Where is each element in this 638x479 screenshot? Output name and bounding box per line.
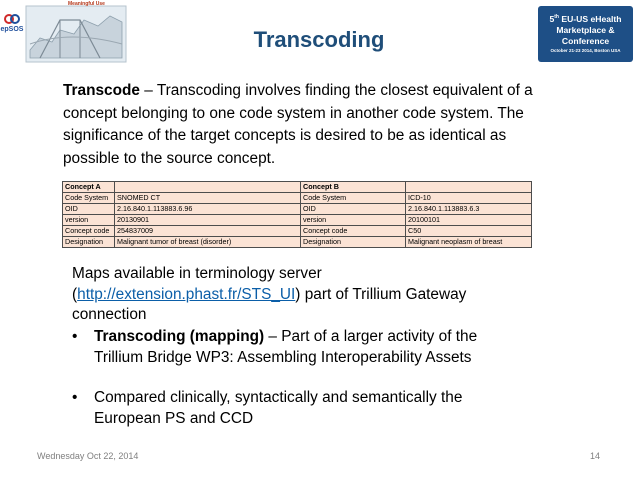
logo-tagline: Meaningful Use — [68, 1, 105, 7]
table-cell: Designation — [63, 237, 115, 248]
bullet-marker: • — [72, 328, 78, 345]
table-cell: version — [63, 215, 115, 226]
table-cell: version — [301, 215, 406, 226]
sts-ui-link[interactable]: http://extension.phast.fr/STS_UI — [77, 285, 296, 303]
badge-line-1: 5th EU-US eHealth — [549, 13, 622, 24]
table-cell: Concept code — [301, 226, 406, 237]
badge-line-2: Marketplace & — [556, 24, 615, 35]
table-cell: Malignant tumor of breast (disorder) — [115, 237, 301, 248]
badge-date-line: October 21-23 2014, Boston USA — [550, 47, 621, 53]
bullet-marker: • — [72, 389, 78, 406]
bullet-text: Transcoding (mapping) – Part of a larger activity of the Trillium Bridge WP3: Assembling Interoperability Assets — [94, 328, 478, 366]
maps-paragraph — [72, 264, 532, 326]
table-header-cell: Concept A — [63, 182, 115, 193]
table-cell: ICD-10 — [406, 193, 532, 204]
slide-title: Transcoding — [253, 27, 385, 52]
badge-line-3: Conference — [561, 35, 610, 46]
table-cell: 20100101 — [406, 215, 532, 226]
table-row — [63, 226, 532, 237]
table-cell: Malignant neoplasm of breast — [406, 237, 532, 248]
table-cell: Code System — [301, 193, 406, 204]
slide-number: 14 — [590, 451, 601, 461]
table-cell: Code System — [63, 193, 115, 204]
intro-text: – Transcoding involves finding the closest equivalent of a concept belonging to one code system in another code system. The significance of the target concepts is desired to be as identical as possible to the source concept. — [63, 82, 533, 167]
table-header-cell: Concept B — [301, 182, 406, 193]
bullet-text: Compared clinically, syntactically and semantically the European PS and CCD — [94, 389, 463, 427]
table-header-cell — [406, 182, 532, 193]
epsos-logo-mark-icon — [4, 14, 20, 24]
table-cell: 2.16.840.1.113883.6.96 — [115, 204, 301, 215]
maps-line-1: Maps available in terminology server — [72, 265, 322, 282]
concept-mapping-table — [62, 181, 532, 248]
intro-term: Transcode — [63, 82, 140, 99]
table-header-cell — [115, 182, 301, 193]
table-cell: C50 — [406, 226, 532, 237]
table-cell: 254837009 — [115, 226, 301, 237]
table-row — [63, 215, 532, 226]
table-cell: Concept code — [63, 226, 115, 237]
table-cell: Designation — [301, 237, 406, 248]
table-row — [63, 237, 532, 248]
table-row — [63, 193, 532, 204]
maps-line-2: (http://extension.phast.fr/STS_UI) part of Trillium Gateway connection — [72, 285, 467, 323]
intro-paragraph — [63, 80, 533, 170]
table-cell: OID — [301, 204, 406, 215]
table-cell: 2.16.840.1.113883.6.3 — [406, 204, 532, 215]
table-row — [63, 204, 532, 215]
table-cell: OID — [63, 204, 115, 215]
epsos-logo-text: epSOS — [0, 26, 24, 33]
table-cell: 20130901 — [115, 215, 301, 226]
table-header-row — [63, 182, 532, 193]
table-cell: SNOMED CT — [115, 193, 301, 204]
footer-date: Wednesday Oct 22, 2014 — [37, 451, 139, 461]
maps-rest: ) part of Trillium Gateway connection — [72, 285, 467, 323]
